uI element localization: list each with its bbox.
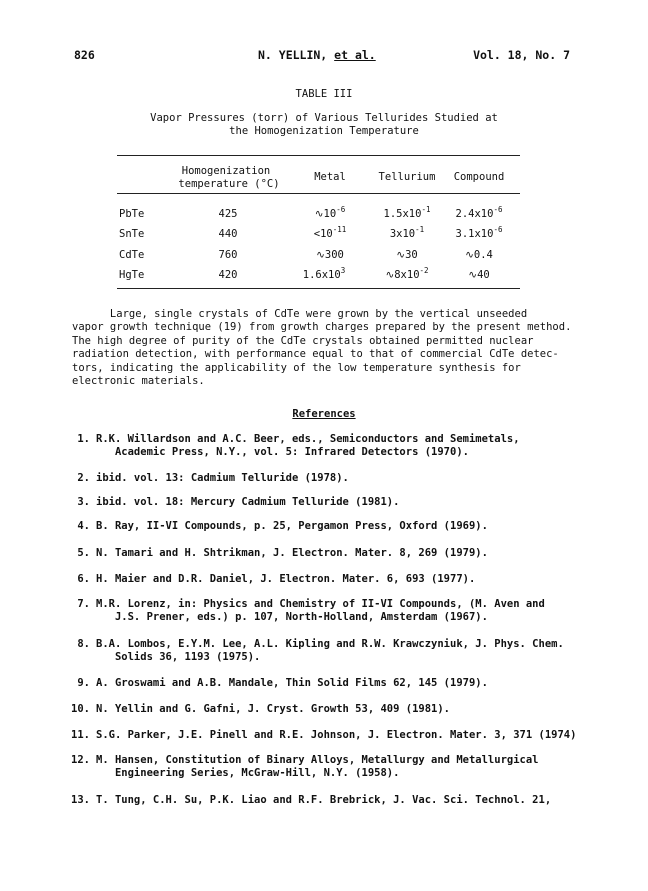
reference-line: T. Tung, C.H. Su, P.K. Liao and R.F. Brebrick, J. Vac. Sci. Technol. 21, (96, 794, 552, 806)
paragraph-line: electronic materials. (72, 375, 205, 388)
row-compound-name: HgTe (119, 269, 145, 281)
author-name: N. YELLIN, (258, 48, 335, 62)
table-caption-line1: Vapor Pressures (torr) of Various Tellurides Studied at (150, 112, 498, 124)
table-top-rule (117, 155, 520, 156)
reference-number: 5. (77, 547, 90, 559)
col-header-temp-line1: Homogenization (181, 165, 271, 177)
reference-line: A. Groswami and A.B. Mandale, Thin Solid Films 62, 145 (1979). (96, 677, 488, 689)
paragraph-line: radiation detection, with performance equal to that of commercial CdTe detec- (72, 348, 559, 361)
volume-issue: Vol. 18, No. 7 (473, 48, 570, 62)
reference-line: J.S. Prener, eds.) p. 107, North-Holland, Amsterdam (1967). (96, 611, 488, 624)
reference-line: N. Tamari and H. Shtrikman, J. Electron. Mater. 8, 269 (1979). (96, 547, 488, 559)
reference-line: ibid. vol. 13: Cadmium Telluride (1978). (96, 472, 349, 484)
table-caption-line2: the Homogenization Temperature (229, 125, 419, 137)
page-number: 826 (74, 48, 95, 62)
reference-line: B. Ray, II-VI Compounds, p. 25, Pergamon Press, Oxford (1969). (96, 520, 488, 532)
reference-line: Engineering Series, McGraw-Hill, N.Y. (1958). (96, 767, 400, 780)
row-tellurium-pressure: $1.5x10^{-1}$ (383, 205, 431, 220)
body-paragraph (72, 308, 582, 388)
row-compound-name: CdTe (119, 249, 145, 261)
reference-number: 6. (77, 573, 90, 585)
reference-number: 11. (71, 729, 90, 741)
reference-line: M. Hansen, Constitution of Binary Alloys, Metallurgy and Metallurgical (96, 754, 539, 766)
row-tellurium-pressure: $3x10^{-1}$ (389, 225, 425, 240)
reference-line: R.K. Willardson and A.C. Beer, eds., Semiconductors and Semimetals, (96, 433, 520, 445)
row-temperature: 420 (218, 269, 238, 281)
row-compound-pressure: $2.4x10^{-6}$ (455, 205, 503, 220)
reference-number: 8. (77, 638, 90, 650)
row-tellurium-pressure: ∿30 (396, 249, 418, 261)
col-header-compound: Compound (453, 171, 505, 183)
page-header (74, 48, 570, 64)
reference-line: H. Maier and D.R. Daniel, J. Electron. Mater. 6, 693 (1977). (96, 573, 476, 585)
author-etal: et al. (334, 48, 376, 62)
table-header-rule (117, 193, 520, 194)
col-header-metal: Metal (314, 171, 346, 183)
reference-line: N. Yellin and G. Gafni, J. Cryst. Growth 53, 409 (1981). (96, 703, 451, 715)
table-bottom-rule (117, 288, 520, 289)
paragraph-line: Large, single crystals of CdTe were grown by the vertical unseeded (72, 308, 528, 320)
paragraph-line: vapor growth technique (19) from growth charges prepared by the present method. (72, 321, 572, 334)
table-number: TABLE III (295, 88, 353, 100)
reference-number: 1. (77, 433, 90, 445)
col-header-temp-line2: temperature (°C) (178, 178, 280, 190)
row-metal-pressure: $<10^{-11}$ (313, 225, 347, 240)
row-metal-pressure: $∿10^{-6}$ (314, 205, 346, 220)
reference-line: Solids 36, 1193 (1975). (96, 651, 261, 664)
reference-number: 7. (77, 598, 90, 610)
reference-number: 2. (77, 472, 90, 484)
reference-line: B.A. Lombos, E.Y.M. Lee, A.L. Kipling and R.W. Krawczyniuk, J. Phys. Chem. (96, 638, 564, 650)
reference-number: 12. (71, 754, 90, 766)
col-header-tellurium: Tellurium (378, 171, 436, 183)
reference-line: M.R. Lorenz, in: Physics and Chemistry of II-VI Compounds, (M. Aven and (96, 598, 545, 610)
row-compound-name: SnTe (119, 228, 145, 240)
reference-number: 9. (77, 677, 90, 689)
reference-number: 13. (71, 794, 90, 806)
reference-number: 3. (77, 496, 90, 508)
reference-line: Academic Press, N.Y., vol. 5: Infrared Detectors (1970). (96, 446, 469, 459)
paragraph-line: The high degree of purity of the CdTe crystals obtained permitted nuclear (72, 334, 534, 347)
row-tellurium-pressure: $∿8x10^{-2}$ (385, 266, 429, 281)
row-temperature: 440 (218, 228, 238, 240)
references-heading: References (292, 408, 356, 420)
row-compound-pressure: $3.1x10^{-6}$ (455, 225, 503, 240)
running-author (258, 48, 376, 62)
row-temperature: 760 (218, 249, 238, 261)
row-metal-pressure: $1.6x10^3$ (302, 266, 346, 281)
row-temperature: 425 (218, 208, 238, 220)
row-compound-pressure: ∿40 (468, 269, 490, 281)
paragraph-line: tors, indicating the applicability of the low temperature synthesis for (72, 361, 521, 374)
reference-number: 4. (77, 520, 90, 532)
reference-number: 10. (71, 703, 90, 715)
reference-line: ibid. vol. 18: Mercury Cadmium Telluride (1981). (96, 496, 400, 508)
row-metal-pressure: ∿300 (316, 249, 344, 261)
reference-line: S.G. Parker, J.E. Pinell and R.E. Johnson, J. Electron. Mater. 3, 371 (1974) (96, 729, 577, 741)
row-compound-name: PbTe (119, 208, 145, 220)
row-compound-pressure: ∿0.4 (465, 249, 493, 261)
